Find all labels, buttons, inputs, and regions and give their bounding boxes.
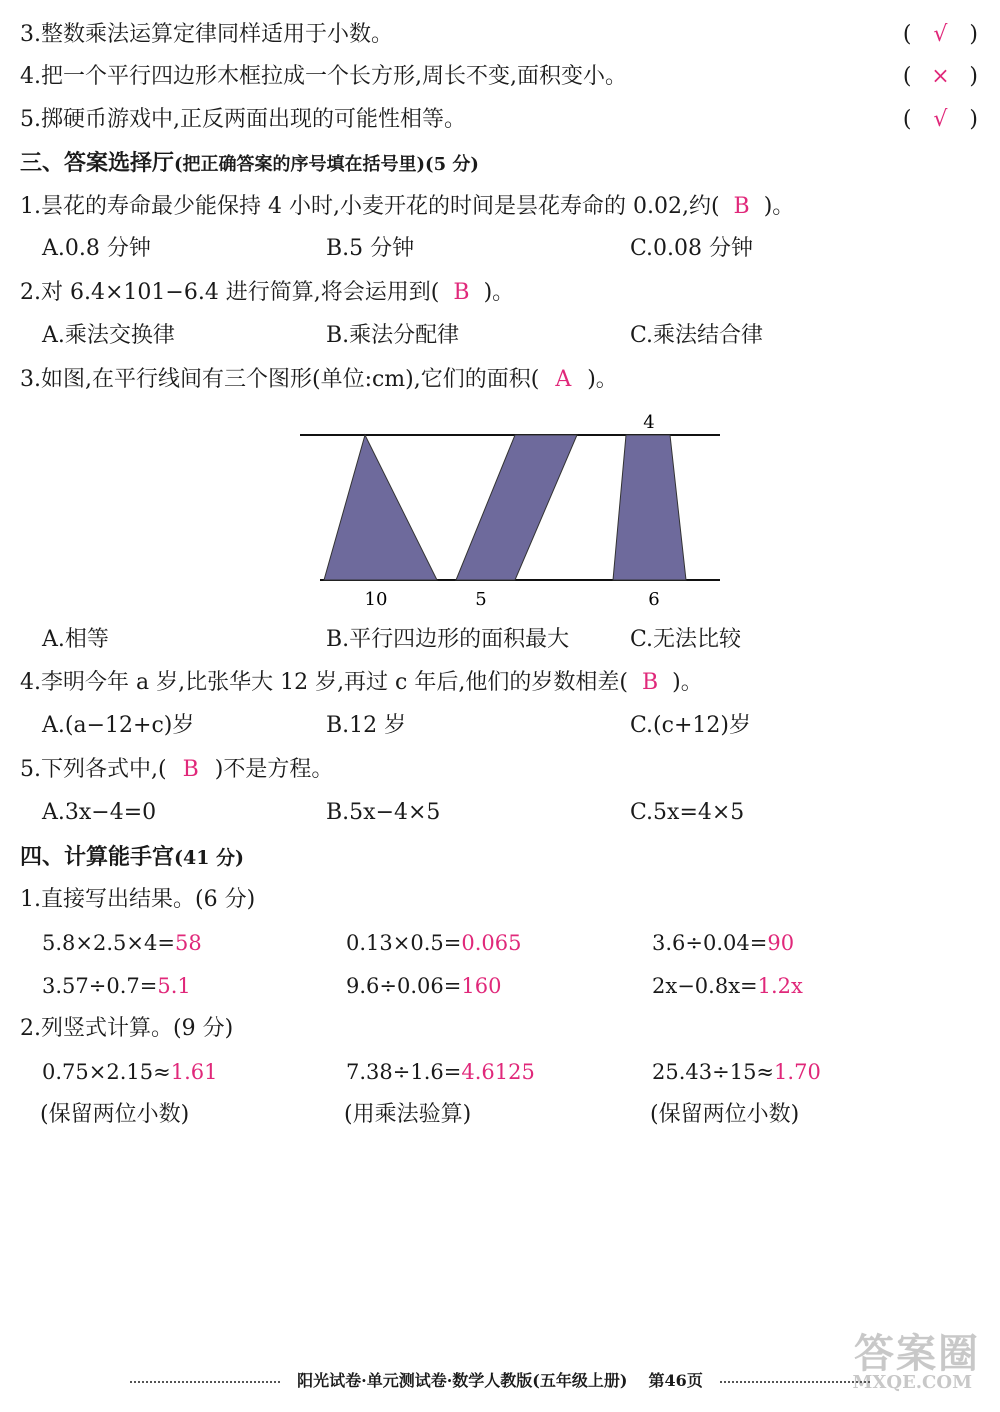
calc2-note-3: (保留两位小数) (650, 1102, 800, 1127)
q3-2: 2.对 6.4×101−6.4 进行简算,将会运用到( B )。 (20, 280, 515, 305)
q3-1-option-a: A.0.8 分钟 (42, 236, 151, 261)
q3-4-option-c: C.(c+12)岁 (630, 713, 751, 738)
calc1-item-5: 9.6÷0.06=160 (346, 974, 502, 998)
section4-heading: 四、计算能手宫(41 分) (20, 844, 245, 870)
calc2-note-1: (保留两位小数) (40, 1102, 190, 1127)
tf-answer-4: ( × ) (902, 64, 978, 89)
tf-item-5: 5.掷硬币游戏中,正反两面出现的可能性相等。 (20, 107, 466, 132)
calc1-item-1: 5.8×2.5×4=58 (42, 931, 202, 955)
q3-4: 4.李明今年 a 岁,比张华大 12 岁,再过 c 年后,他们的岁数相差( B )。 (20, 670, 703, 695)
calc1-item-4: 3.57÷0.7=5.1 (42, 974, 191, 998)
label-trapezoid-base: 6 (648, 589, 660, 610)
tf-answer-3: ( √ ) (902, 22, 978, 47)
watermark-logo: 答案圈 (854, 1330, 980, 1377)
calc2-item-2: 7.38÷1.6=4.6125 (346, 1060, 535, 1084)
triangle-shape (324, 435, 437, 580)
q3-1-option-c: C.0.08 分钟 (630, 236, 754, 261)
q3-4-option-a: A.(a−12+c)岁 (42, 713, 195, 738)
q3-3-option-b: B.平行四边形的面积最大 (326, 627, 570, 652)
label-triangle-base: 10 (364, 589, 388, 610)
calc2-title: 2.列竖式计算。(9 分) (20, 1016, 234, 1041)
parallelogram-shape (456, 435, 577, 580)
calc2-item-1: 0.75×2.15≈1.61 (42, 1060, 218, 1084)
q3-2-option-b: B.乘法分配律 (326, 323, 460, 348)
q3-3-option-c: C.无法比较 (630, 627, 742, 652)
footer-dots-right (720, 1381, 870, 1383)
q3-3-option-a: A.相等 (42, 627, 109, 652)
q3-5-option-c: C.5x=4×5 (630, 800, 745, 825)
calc1-title: 1.直接写出结果。(6 分) (20, 887, 256, 912)
parallel-shapes-figure (290, 405, 730, 624)
footer-dots-left (130, 1381, 280, 1383)
calc2-item-3: 25.43÷15≈1.70 (652, 1060, 821, 1084)
watermark-url: MXQE.COM (852, 1372, 972, 1393)
calc1-item-6: 2x−0.8x=1.2x (652, 974, 803, 998)
calc2-note-2: (用乘法验算) (344, 1102, 472, 1127)
q3-3: 3.如图,在平行线间有三个图形(单位:cm),它们的面积( A )。 (20, 367, 618, 392)
tf-item-3: 3.整数乘法运算定律同样适用于小数。 (20, 22, 393, 47)
q3-5: 5.下列各式中,( B )不是方程。 (20, 757, 334, 782)
q3-1-option-b: B.5 分钟 (326, 236, 415, 261)
q3-2-option-a: A.乘法交换律 (42, 323, 175, 348)
trapezoid-shape (613, 435, 686, 580)
section3-heading: 三、答案选择厅(把正确答案的序号填在括号里)(5 分) (20, 150, 479, 176)
page-footer (30, 1368, 970, 1391)
q3-1: 1.昙花的寿命最少能保持 4 小时,小麦开花的时间是昙花寿命的 0.02,约( B )。 (20, 194, 795, 219)
q3-4-option-b: B.12 岁 (326, 713, 407, 738)
tf-answer-5: ( √ ) (902, 107, 978, 132)
calc1-item-3: 3.6÷0.04=90 (652, 931, 795, 955)
q3-2-option-c: C.乘法结合律 (630, 323, 764, 348)
tf-item-4: 4.把一个平行四边形木框拉成一个长方形,周长不变,面积变小。 (20, 64, 627, 89)
footer-title: 阳光试卷·单元测试卷·数学人教版(五年级上册) (297, 1371, 628, 1390)
footer-page-number: 第46页 (648, 1371, 703, 1390)
q3-5-option-a: A.3x−4=0 (42, 800, 157, 825)
q3-5-option-b: B.5x−4×5 (326, 800, 441, 825)
label-trapezoid-top: 4 (643, 412, 655, 433)
calc1-item-2: 0.13×0.5=0.065 (346, 931, 522, 955)
label-parallelogram-base: 5 (475, 589, 487, 610)
